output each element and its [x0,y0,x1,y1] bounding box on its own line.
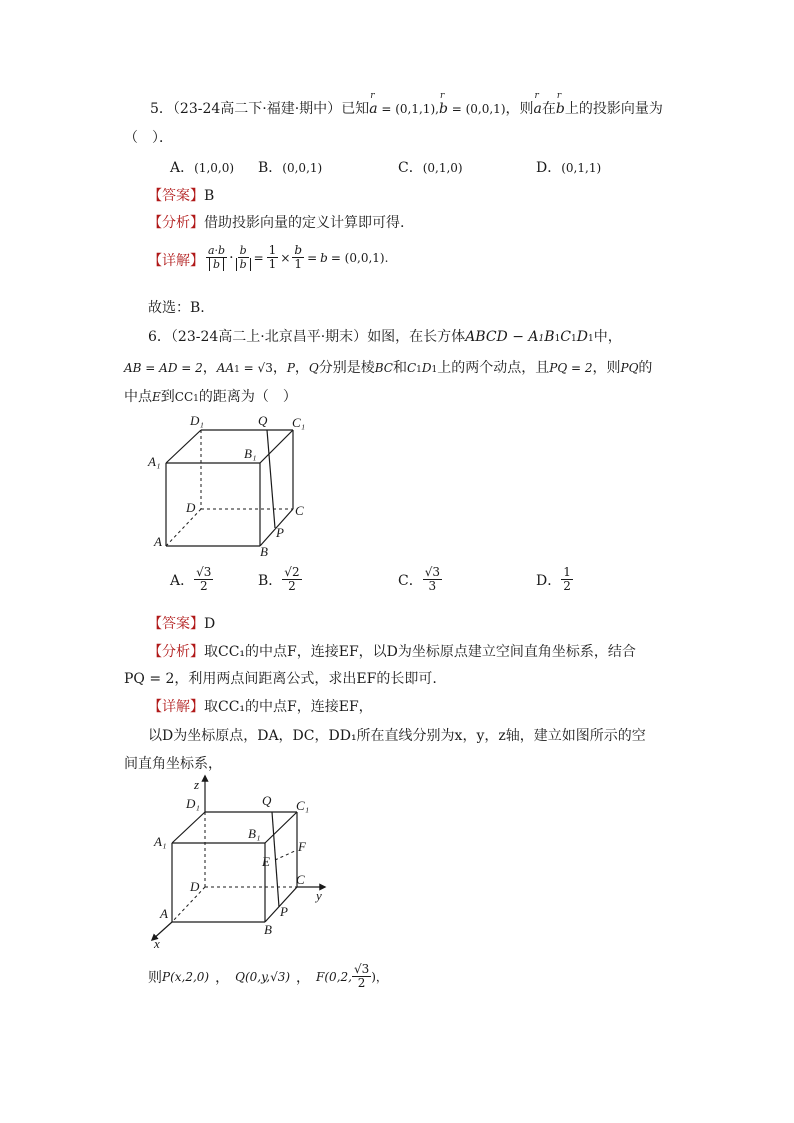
option-value: (1,0,0) [194,161,235,175]
q5-stem-line1 [150,98,663,118]
coord-f-suffix: )， [371,970,388,984]
sep: ， [272,360,287,376]
q6-text: 上的两个动点，且 [437,360,550,376]
q5-stem-text-2: ，则 [505,101,534,117]
option-fraction [194,566,213,593]
coord-f-prefix: F(0,2, [316,969,352,984]
label-b: B [264,922,272,937]
coord-q: Q(0,y,√3) [235,969,291,984]
point-q: Q [308,361,319,375]
fraction-den: 3 [428,579,437,593]
label-d: D [186,500,196,515]
label-b1: B₁ [248,826,261,841]
q5-option-b [258,157,322,177]
q6-detail-line1 [148,696,373,716]
label-b1: B₁ [244,446,257,461]
label-a1: A₁ [154,834,167,849]
q5-analysis [148,212,404,232]
ratio-fraction: $\frac{1}{1}$ [268,243,277,271]
vector-b: r b [439,101,448,117]
q6-stem-line1: 6．（23-24高二上·北京昌平·期末）如图，在长方体ABCD − A1B1C1D1中， [148,329,622,345]
fraction-num: 1 [563,565,571,579]
point-p: P [286,361,295,375]
coord-f-fraction [352,963,371,990]
cuboid-figure-2 [140,772,340,952]
sep: ， [202,360,217,376]
analysis-text: 借助投影向量的定义计算即可得. [204,215,405,231]
unit-vector-fraction: $\frac{b}{b}$ [236,244,251,271]
fraction-num: √3 [196,565,212,579]
option-label: C． [398,160,423,176]
q6-stem-line3: 中点E到CC1的距离为（ ） [124,389,297,405]
q6-analysis-line2: PQ = 2，利用两点间距离公式，求出EF的长即可. [124,671,437,687]
q6-option-d [536,566,573,593]
option-label: A． [170,160,195,176]
fraction-den: 2 [199,579,208,593]
coord-p: P(x,2,0) [162,969,210,984]
fraction-den: 2 [357,976,366,990]
vector-a-value: = (0,1,1), [377,102,439,116]
q6-text: 和 [392,360,407,376]
vector-a-ref: r a [534,101,542,117]
label-c: C [296,872,305,887]
edge-cc1: CC [174,390,194,404]
fraction-den: 2 [288,579,296,593]
label-p: P [280,904,288,919]
label-c1: C₁ [292,415,306,430]
option-label: D． [536,160,562,176]
q5-paren: （ ）． [124,130,173,146]
label-x: x [154,936,160,951]
q6-coordinates: 则 P(x,2,0) ， Q(0,y,√3) ， F(0,2, $\frac{√3}{2}$ )， [148,962,388,990]
q6-analysis-line1 [148,641,636,661]
q5-option-d [536,157,601,177]
analysis-text: 取CC₁的中点F，连接EF，以D为坐标原点建立空间直角坐标系，结合 [204,644,636,660]
q6-text: 中点 [124,389,152,405]
fraction-num: √3 [424,565,440,579]
label-c1: C₁ [296,798,310,813]
prism-name: ABCD − A [465,329,539,345]
label-q: Q [262,793,272,808]
option-fraction [282,566,301,593]
q6-option-a [170,566,213,593]
q6-stem-text-2: 中， [593,329,622,345]
q6-stem-line2: AB = AD = 2，AA1 = √3，P，Q分别是棱BC和C1D1上的两个动点，且PQ = 2，则PQ的 [124,360,653,376]
option-value: (0,0,1) [282,161,323,175]
detail-tag: 【详解】 [148,252,204,269]
detail-result: = (0,0,1). [330,250,389,265]
detail-text: 取CC₁的中点F，连接EF， [204,699,373,715]
label-p: P [276,525,284,540]
q5-number: 5． [150,101,173,117]
option-fraction [423,566,442,593]
point-e: E [152,390,161,404]
label-e: E [262,854,270,869]
q6-detail-line3: 间直角坐标系， [124,756,222,772]
expr-pq: PQ = 2 [549,361,593,375]
label-a1: A₁ [148,454,161,469]
q5-source: （23-24高二下·福建·期中） [172,101,342,117]
q6-expr-root3: = √3 [239,361,273,375]
q5-stem-text-4: 上的投影向量为 [564,101,663,117]
q5-option-c [398,157,463,177]
option-value: (0,1,0) [422,161,463,175]
vector-b-result: b [320,250,328,265]
detail-tag: 【详解】 [148,699,204,715]
fraction-den: 2 [563,579,571,593]
cuboid-figure-1 [140,408,340,563]
q6-option-c [398,566,442,593]
fraction-num: √3 [353,962,370,976]
b-over-one-fraction: $\frac{b}{1}$ [294,243,303,271]
sep: ，则 [592,360,621,376]
q5-answer [148,185,214,205]
label-d1: D₁ [190,413,204,428]
option-fraction [561,566,573,593]
analysis-tag: 【分析】 [148,215,204,231]
label-a: A [160,906,168,921]
segment-pq: PQ [620,361,639,375]
sep: ， [294,360,309,376]
analysis-tag: 【分析】 [148,644,204,660]
q5-stem-text: 已知 [341,101,370,117]
q6-expr-ab-ad: AB = AD = 2 [124,361,203,375]
label-y: y [316,888,322,903]
label-c: C [295,503,304,518]
option-label: B． [258,572,283,589]
option-value: (0,1,1) [561,161,602,175]
answer-value: B [204,188,215,204]
q5-conclusion: 故选：B. [148,300,205,316]
label-f: F [298,839,306,854]
vector-b-value: = (0,0,1) [447,102,506,116]
answer-value: D [204,616,216,632]
q5-option-a [170,157,234,177]
fraction-num: √2 [284,565,300,579]
answer-tag: 【答案】 [148,188,204,204]
q6-text: 分别是棱 [318,360,375,376]
answer-tag: 【答案】 [148,616,204,632]
q5-detail: 【详解】 $\frac{a\cdot b}{b}$ · $\frac{b}{b}$ = $\frac{1}{1}$ × $\frac{b}{1}$ = b = (0,0,1). [148,243,389,271]
q6-detail-line2: 以D为坐标原点，DA，DC，DD₁所在直线分别为x，y，z轴，建立如图所示的空 [148,728,646,744]
option-label: D． [536,572,562,589]
q6-text: 的距离为（ ） [198,389,297,405]
label-a: A [154,534,162,549]
label-b: B [260,544,268,559]
option-label: A． [170,572,195,589]
q5-stem-text-3: 在 [541,101,556,117]
option-label: B． [258,160,283,176]
label-d1: D₁ [186,796,200,811]
q6-text: 的 [638,360,653,376]
projection-fraction: $\frac{a\cdot b}{b}$ [208,244,226,271]
label-q: Q [258,413,268,428]
label-z: z [194,777,200,792]
edge-bc: BC [374,361,393,375]
label-d: D [190,879,200,894]
vector-a: r a [369,101,377,117]
q6-answer [148,613,215,633]
q6-number: 6． [148,329,171,345]
coords-prefix: 则 [148,969,162,986]
q6-option-b [258,566,302,593]
q6-text: 到 [160,389,175,405]
vector-b-ref: r b [556,101,565,117]
option-label: C． [398,572,423,589]
q6-source: （23-24高二上·北京昌平·期末） [170,329,368,345]
q6-stem-text: 如图，在长方体 [367,329,466,345]
edge-c1d1: C [406,361,417,375]
q6-expr-aa1: AA [216,361,235,375]
